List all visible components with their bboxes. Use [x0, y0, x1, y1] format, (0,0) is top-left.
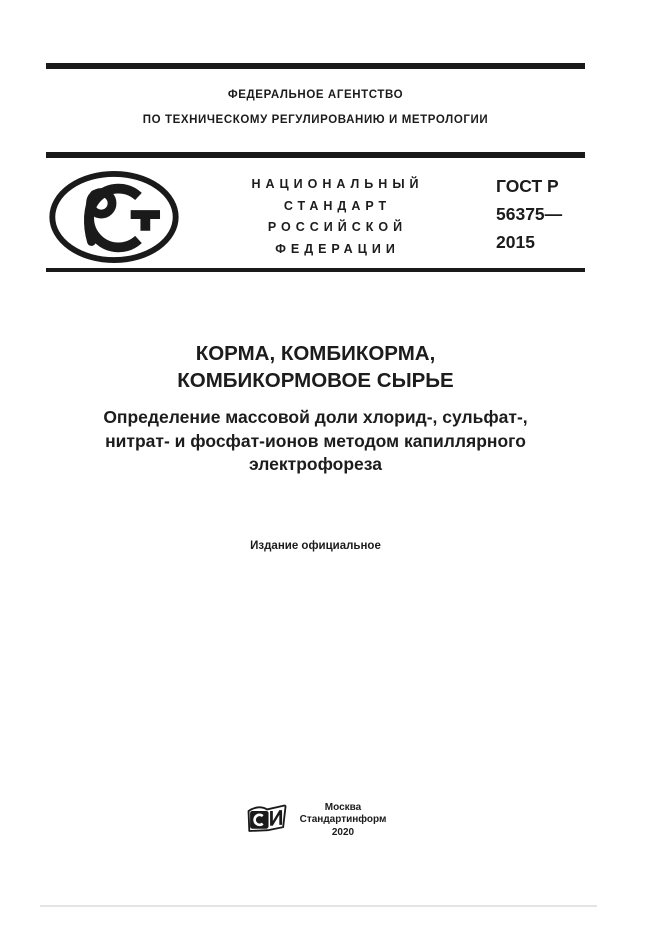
- standard-type-line: НАЦИОНАЛЬНЫЙ: [251, 177, 424, 191]
- document-title-line1: КОРМА, КОМБИКОРМА,: [195, 342, 436, 365]
- agency-name-line2: ПО ТЕХНИЧЕСКОМУ РЕГУЛИРОВАНИЮ И МЕТРОЛОГИИ: [142, 114, 489, 126]
- official-edition-note: Издание официальное: [250, 540, 381, 552]
- document-subtitle-line2: нитрат- и фосфат-ионов методом капиллярного: [105, 430, 526, 451]
- imprint-year: 2020: [331, 826, 355, 838]
- top-rule: [46, 63, 585, 69]
- standard-designation: [496, 172, 606, 256]
- standard-type-line: СТАНДАРТ: [283, 198, 392, 213]
- rosstandart-rst-logo-icon: [47, 170, 181, 264]
- document-title-line2: КОМБИКОРМОВОЕ СЫРЬЕ: [177, 368, 454, 392]
- designation-line: ГОСТ Р: [496, 176, 559, 196]
- standard-type-label: [190, 174, 485, 260]
- document-subtitle-line3: электрофореза: [249, 454, 382, 474]
- imprint-block: [287, 802, 399, 839]
- document-subtitle-line1: Определение массовой доли хлорид-, сульфат-,: [103, 407, 528, 427]
- designation-line: 56375—: [496, 204, 563, 224]
- footer-rule: [40, 905, 597, 907]
- imprint-city: Москва: [324, 802, 362, 813]
- masthead-bottom-rule: [46, 268, 585, 272]
- imprint-publisher: Стандартинформ: [299, 814, 387, 826]
- document-subtitle: [46, 406, 585, 477]
- header-rule: [46, 152, 585, 158]
- standard-type-line: РОССИЙСКОЙ: [267, 220, 408, 234]
- agency-name-line1: ФЕДЕРАЛЬНОЕ АГЕНТСТВО: [227, 89, 404, 101]
- document-title: [46, 341, 585, 394]
- standartinform-logo-icon: [247, 802, 287, 840]
- designation-line: 2015: [496, 232, 535, 252]
- standard-type-line: ФЕДЕРАЦИИ: [275, 241, 400, 256]
